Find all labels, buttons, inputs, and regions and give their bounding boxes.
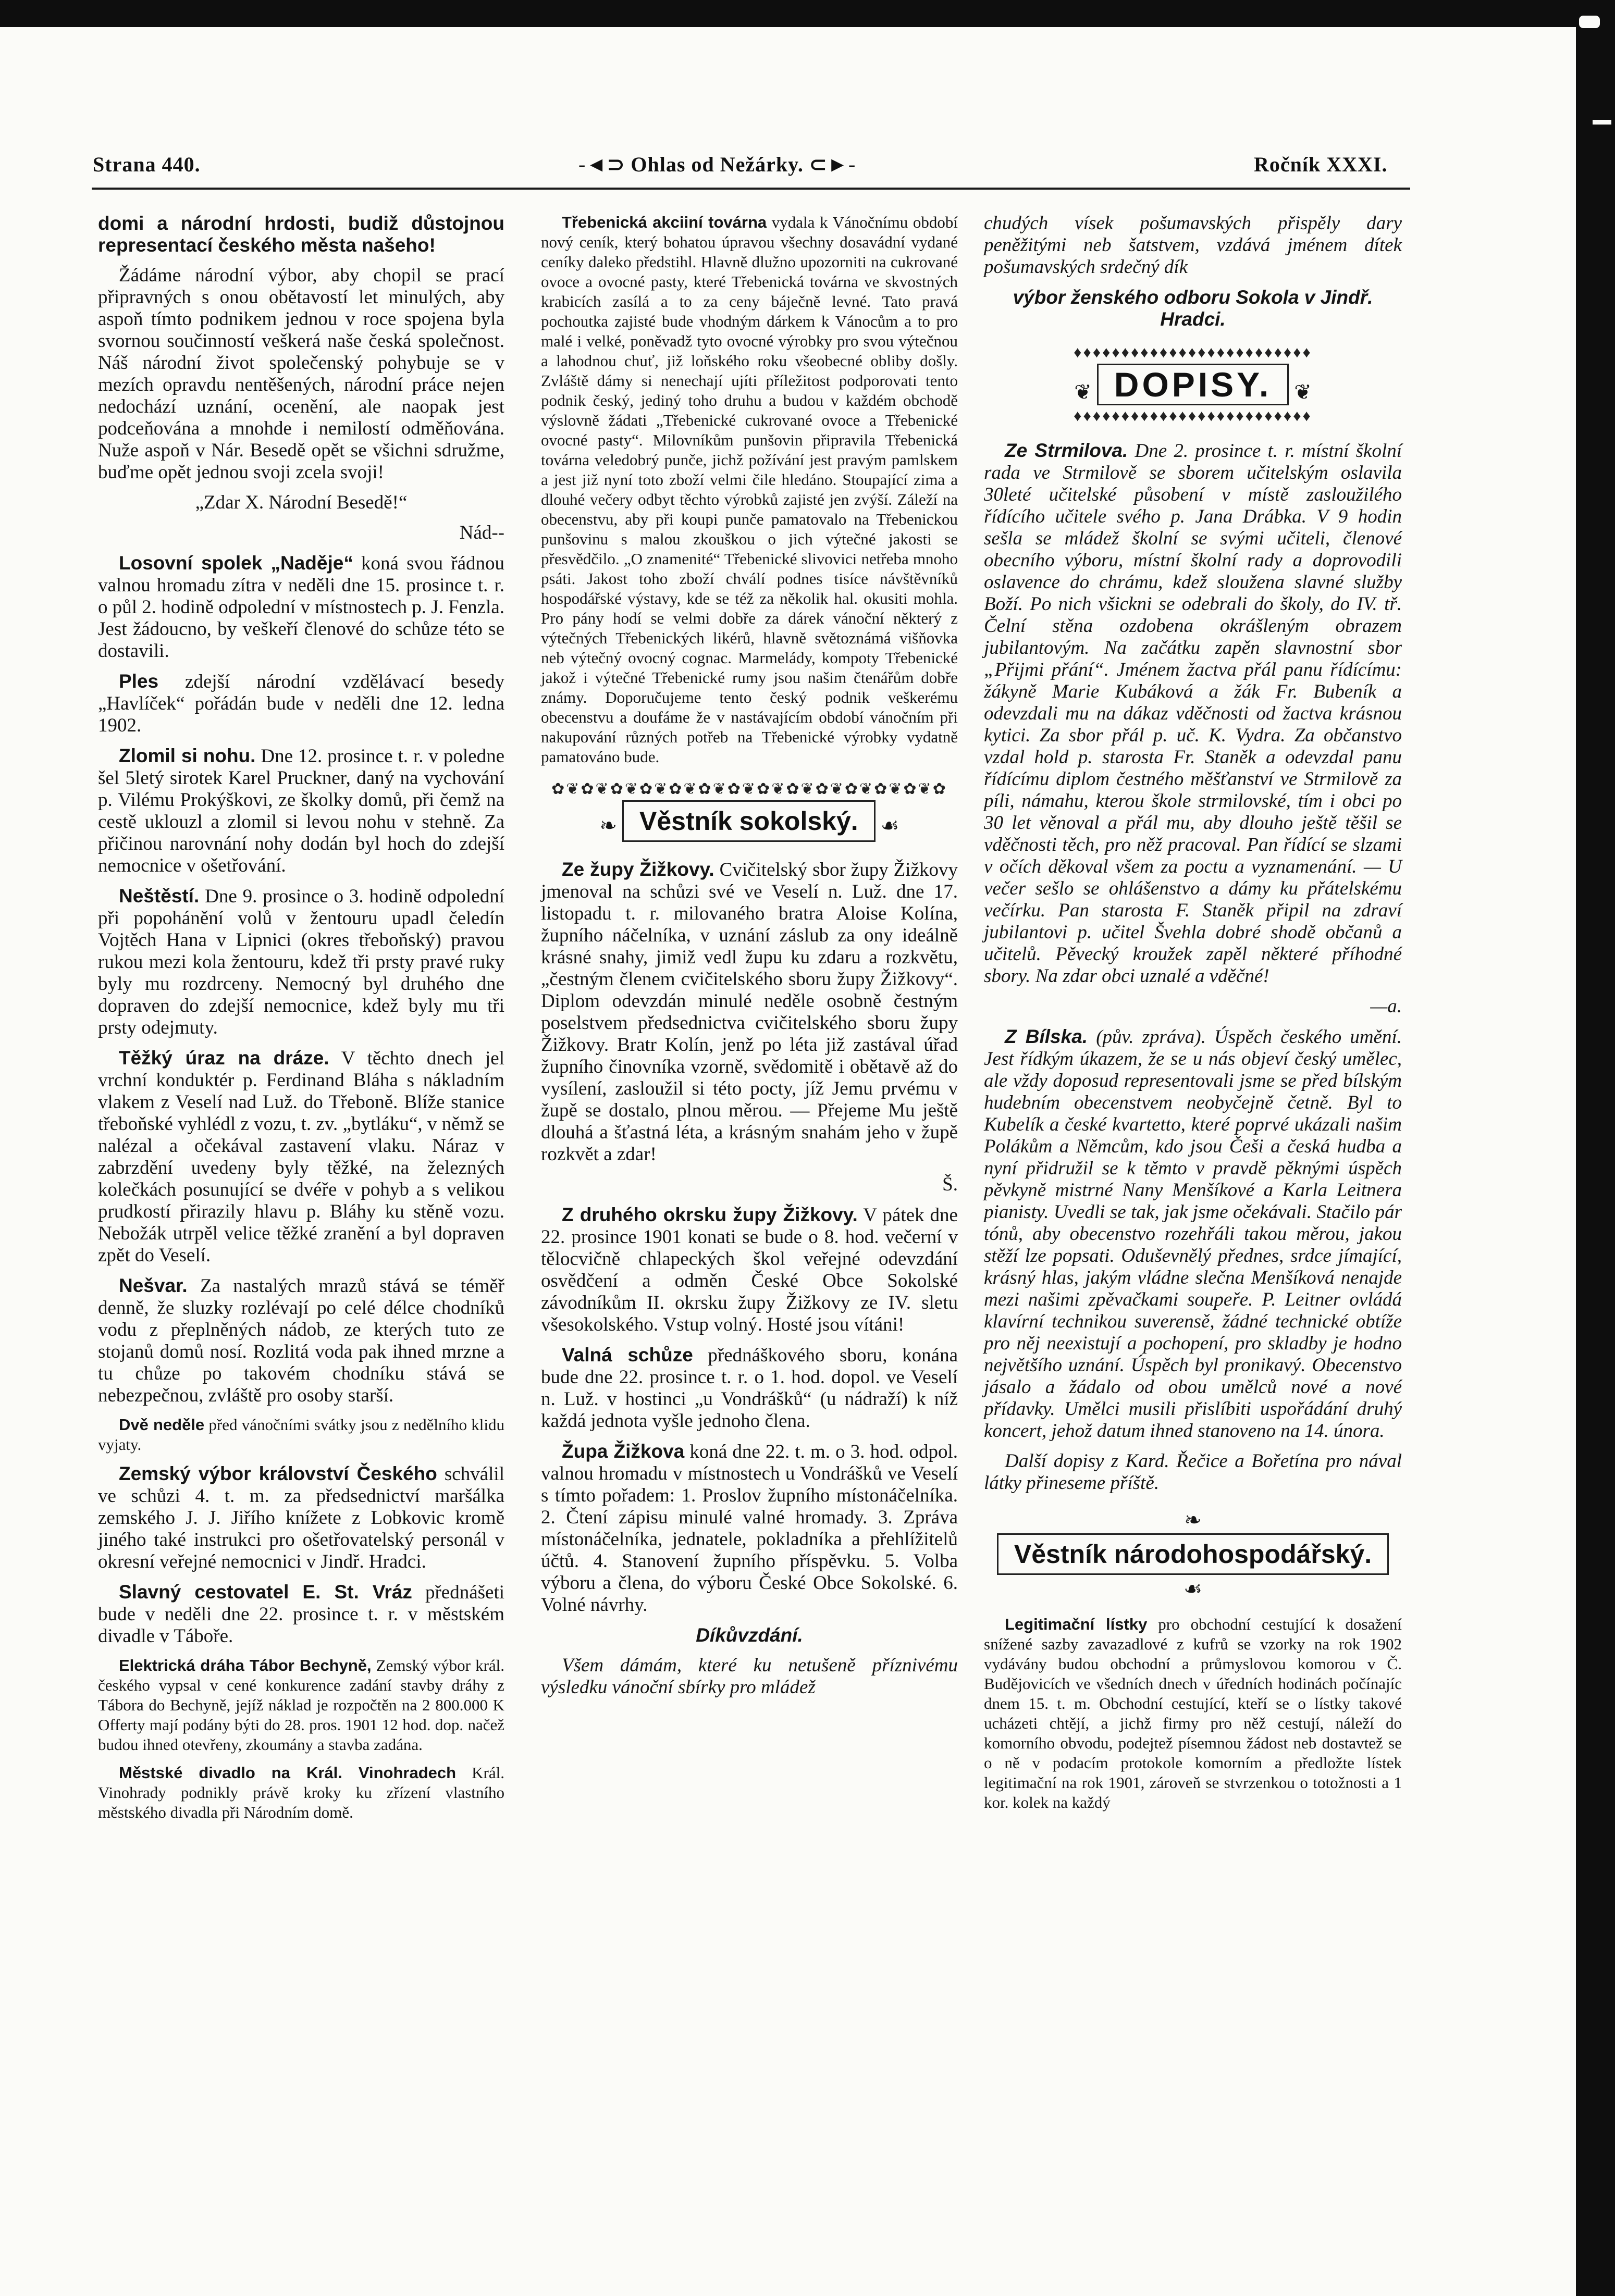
news-item-valna: [541, 1344, 958, 1432]
news-text: přednáškového sboru, konána bude dne 22. prosince t. r. o 1. hod. dopol. ve Veselí n. Luž. v hostinci „u Vondrášků“ (u nádraží) k níž každá jednota vyšle jednoho člena.: [541, 1345, 958, 1432]
letter-headline: Z Bílska.: [1005, 1026, 1088, 1047]
letter-strmilov: [984, 440, 1402, 987]
news-text: koná dne 22. t. m. o 3. hod. odpol. valnou hromadu v místnostech u Vondrášků ve Veselí s tímto pořadem: 1. Proslov župního místonáčelníka. 2. Čtení zápisu minulé valné hromady. 3. Zpráva místonáčelníka, jednatele, pokladníka a přehlížitelů účtů. 4. Stanovení župního příspěvku. 5. Volba výboru a člena, do výboru České Obce Sokolské. 6. Volné návrhy.: [541, 1441, 958, 1616]
section-title: DOPISY.: [1097, 364, 1289, 405]
letter-text: Dne 2. prosince t. r. místní školní rada ve Strmilově se sborem učitelským oslavila 30leté učitelské působení v místě zasloužilého řídícího učitele svého p. Jana Drábka. V 9 hodin sešla se mládež školní se svými učiteli, členové obecního výboru, místní školní rady a doprovodili oslavence do chrámu, kdež sloužena slavné služby Boží. Po nich všickni se odebrali do školy, do IV. tř. Čelní stěna ozdobena okrášleným obrazem jubilantovým. Na začátku zapěn slavnostní sbor „Přijmi přání“. Jménem žactva přál panu řídícímu: žákyně Marie Kubáková a žák Fr. Bubeník a odevzdali mu na dákaz vděčnosti od žactva krásnou kytici. Za sbor přál p. uč. K. Vydra. Za občanstvo vzdal hold p. starosta Fr. Staněk a odevzdal panu řídícímu diplom čestného měšťanství ve Strmilově za píli, námahu, kterou škole strmilovské, tím i obci po 30 let věnoval a přál mu, aby dlouho ještě těšil se vděčnosti těch, pro něž pracoval. Pan řídící se slzami v očích děkoval všem za poctu a vyznamenání. — U večer sešlo se ohlášenstvo a dámy ku přátelskému večírku. Pan starosta F. Staněk připil na zdraví jubilantovi p. učitel Švehla dobré shodě občanů a učitelů. Pěvecký kroužek zapěl některé příhodné sbory. Na zdar obci uznalé a vděčné!: [984, 440, 1402, 987]
advert-headline: Třebenická akciiní továrna: [562, 213, 767, 231]
article-signature: Nád--: [459, 522, 504, 543]
news-item-zemsky: [98, 1463, 504, 1573]
news-headline: Elektrická dráha Tábor Bechyně,: [119, 1656, 372, 1674]
column-middle: [541, 213, 958, 1707]
page-number: Strana 440.: [93, 153, 201, 176]
news-item-listky: [984, 1615, 1402, 1813]
letter-signature: —a.: [1370, 996, 1402, 1017]
letter-headline: Ze Strmilova.: [1005, 440, 1128, 461]
news-text: Dne 9. prosince o 3. hodině odpolední při popohánění volů v žentouru upadl čeledín Vojtěch Hana v Lipnici (okres třeboňský) pravou rukou mezi kola žentouru, kdež tři prsty pravé ruky byly mu rozdrceny. Nemocný byl druhého dne dopraven do zdejší nemocnice, kdež byly mu tři prsty odejmuty.: [98, 886, 505, 1038]
scroll-ornament-icon: ❦: [1074, 380, 1092, 404]
news-headline: Župa Žižkova: [562, 1441, 685, 1462]
section-title: Věstník sokolský.: [622, 800, 876, 842]
letter-note: Další dopisy z Kard. Řečice a Bořetína pro nával látky přineseme příště.: [984, 1450, 1402, 1494]
advert-text: vydala k Vánočnímu období nový ceník, který bohatou úpravou všechny dosavádní vydané ceníky daleko předstihl. Hlavně dlužno upozorniti na cukrované ovoce a ovocné pasty, které Třebenická továrna ve skvostných krabicích zasílá a to za ceny báječně levné. Tato pravá pochoutka zajisté bude vhodným dárkem k Vánocům a to pro malé i velké, poněvadž tyto ovocné výrobky pro svou výtečnou a lahodnou chuť, již loňského roku všeobecné obliby došly. Zvláště dámy si nenechají ujíti příležitost podporovati tento podnik český, jediný toho druhu a budou v každém obchodě výslovně žádati „Třebenické cukrované ovoce a Třebenické ovocné pasty“. Milovníkům punšovin připravila Třebenická továrna veledobrý punče, jichž požívání jest pravým pamlskem a jest již nyní toto zboží velmi čile hledáno. Stoupající zima a dlouhé večery odbyt těchto výrobků zajisté jen zvýší. Záleží na obecenstvu, aby při koupi punče pamatovalo na Třebenickou punšovinu s malou zkouškou o jich výtečné jakosti se přesvědčilo. „O znamenité“ Třebenické slivovici netřeba mnoho psáti. Jakost toho zboží chválí podnes tisíce návštěvníků hospodářské výstavy, kde se též za několik hal. okusiti mohla. Pro pány hodí se velmi dobře za dárek vánoční některý z výtečných Třebenických likérů, hlavně světoznámá višňovka neb výtečný ovocný cognac. Marmelády, kompoty Třebenické jakož i výtečné Třebenické rumy jsou našim čtenářům dobře známy. Doporučujeme tento český podnik veškerému obecenstvu a doufáme že v nastávajícím období vánočním při nakupování různých potřeb na Třebenické výrobky vydatně pamatováno bude.: [541, 213, 958, 766]
news-headline: Losovní spolek „Naděje“: [119, 552, 353, 574]
article-quote: „Zdar X. Národní Besedě!“: [195, 492, 408, 513]
news-item-vraz: [98, 1581, 504, 1647]
news-text: Za nastalých mrazů stává se téměř denně, že sluzky rozlévají po celé délce chodníků vodu z přeplněných nádob, ze kterých tuto ze stojanů domů nosí. Rozlitá voda pak ihned mrzne a tu chůze po takovém chodníku stává se nebezpečnou, zvláště pro osoby starší.: [98, 1275, 504, 1406]
scroll-ornament-icon: ☙: [880, 813, 899, 837]
scroll-ornament-icon: ❧: [1184, 1508, 1202, 1532]
thanks-text: Všem dámám, které ku netušeně příznivému výsledku vánoční sbírky pro mládež: [541, 1655, 958, 1698]
news-item-zlomil: [98, 745, 504, 877]
section-title: Věstník národohospodářský.: [997, 1533, 1389, 1575]
ornament-border: ✿❦✿❦✿❦✿❦✿❦✿❦✿❦✿❦✿❦✿❦✿❦✿❦✿❦✿: [551, 780, 947, 798]
news-signature: Š.: [942, 1174, 958, 1195]
news-headline: Z druhého okrsku župy Žižkovy.: [562, 1204, 858, 1225]
news-item-nesvar: [98, 1275, 504, 1407]
news-text: Cvičitelský sbor župy Žižkovy jmenoval na schůzi své ve Veselí n. Luž. dne 17. listopadu t. r. milovaného bratra Aloise Kolína, župního náčelníka, v uznání záslub za ony ideálně krásné snahy, jimiž vedl župu ku zdaru a rozkvětu, „čestným členem cvičitelského sboru župy Žižkovy“. Diplom odevzdán minulé neděle osobně čestným poselstvem předsednictva cvičitelského sboru župy Žižkovy. Bratr Kolín, jenž po léta již zastával úřad župního činovníka vzorně, svědomitě i obětavě až do vysílení, zasloužil si této pocty, jíž Jemu prvému v župě se dostalo, plnou měrou. — Přejeme Mu ještě dlouhá a šťastná léta, a krásným snahám jeho v župě rozkvět a zdar!: [541, 859, 958, 1165]
scroll-ornament-icon: ☙: [1183, 1577, 1202, 1601]
volume-label: Ročník XXXI.: [1254, 153, 1388, 176]
news-headline: Dvě neděle: [119, 1416, 205, 1434]
news-item-uraz: [98, 1047, 504, 1267]
news-headline: Těžký úraz na dráze.: [119, 1047, 329, 1069]
news-item-zupa2: [541, 1441, 958, 1616]
thanks-signature: výbor ženského odboru Sokola v Jindř. Hradci.: [1013, 287, 1373, 330]
news-item-divadlo: [98, 1763, 504, 1822]
news-headline: Ze župy Žižkovy.: [562, 859, 714, 880]
news-text: Král. Vinohrady podnikly právě kroky ku zřízení vlastního městského divadla při Národním domě.: [98, 1764, 504, 1821]
scan-artifact: [1579, 16, 1600, 28]
column-right: [984, 213, 1402, 1821]
news-item-draha: [98, 1656, 504, 1755]
news-headline: Zlomil si nohu.: [119, 745, 256, 766]
scan-artifact: [1593, 120, 1611, 125]
news-item-ples: [98, 671, 504, 737]
section-banner-sokolsky: [541, 780, 958, 844]
column-left: [98, 213, 504, 1831]
news-headline: Ples: [119, 671, 159, 692]
news-text: Zemský výbor král. českého vypsal v cené konkurence zadání stavby dráhy z Tábora do Bechyně, jejíž náklad je rozpočtěn na 2 800.000 K Offerty mají podány býti do 28. pros. 1901 12 hod. dop. načež budou ihned otevřeny, zkoumány a stavba zadána.: [98, 1656, 505, 1754]
scroll-ornament-icon: ❦: [1294, 380, 1312, 404]
news-headline: Valná schůze: [562, 1344, 693, 1366]
news-headline: Legitimační lístky: [1005, 1615, 1148, 1634]
letter-text: (pův. zpráva). Úspěch českého umění. Jest řídkým úkazem, že se u nás objeví český umělec, ale vždy doposud representovali jsme se před bílským hudebním obecenstvem neobyčejně četně. Byl to Kubelík a české kvartetto, které poprvé ukázali našim Polákům a Němcům, kdo jsou Češi a česká hudba a nyní přidružil se k těmto v pravdě pěknými úspěch pěvkyně mistrné Nany Menšíkové a Karla Leitnera pianisty. Uvedli se tak, jak jsme očekávali. Stačilo pár tónů, aby obecenstvo rozehřáli takou měrou, jakou stěží lze popsati. Oduševnělý přednes, srdce jímající, krásný hlas, jakým vládne slečna Menšíková nenajde mezi našimi zpěvačkami soupeře. P. Leitner ovládá klavírní technikou suverensě, žádné technické obtíže pro něj neexistují a pochopení, pro skladby je hodno největšího uznání. Úspěch byl pronikavý. Obecenstvo jásalo a žádalo od obou umělců nové a nové přídavky. Umělci musili přislíbiti uspořádání druhý koncert, jehož datum ihned stanoveno na 14. února.: [984, 1026, 1402, 1442]
news-item-losovni: [98, 552, 504, 662]
news-headline: Nešvar.: [119, 1275, 188, 1296]
ornament-border: ♦♦♦♦♦♦♦♦♦♦♦♦♦♦♦♦♦♦♦♦♦♦♦♦♦: [1074, 407, 1312, 425]
news-text: V pátek dne 22. prosince 1901 konati se bude o 8. hod. večerní v tělocvičně chlapeckých škol veřejné odevzdání osvědčení a odměn České Obce Sokolské závodníkům II. okrsku župy Žižkovy ze IV. sletu všesokolského. Vstup volný. Hosté jsou vítáni!: [541, 1205, 958, 1335]
thanks-continuation: chudých vísek pošumavských přispěly dary peněžitými neb šatstvem, vzdává jménem dítek pošumavských srdečný dík: [984, 213, 1402, 278]
news-text: pro obchodní cestující k dosažení snížené sazby zavazadlové z kufrů se vzorky na rok 1902 vydávány budou obchodní a průmyslovou komorou v Č. Budějovicích ve všedních dnech v úředních hodinách počínajíc dnem 15. t. m. Obchodní cestující, kteří se o lístky takové ucházeti chtějí, a jichž firmy pro něž cestují, náleží do komorního obvodu, podejtež písemnou žádost neb dostavtež se o ně v podacím protokole komorním a předložte lístek legitimační na rok 1901, zároveň se stvrzenkou o totožnosti a 1 kor. kolek na každý: [984, 1615, 1402, 1812]
news-text: koná svou řádnou valnou hromadu zítra v neděli dne 15. prosince t. r. o půl 2. hodině odpolední v místnostech p. J. Fenzla. Jest žádoucno, by veškeří členové do schůze této se dostavili.: [98, 553, 504, 662]
news-item-nedele: [98, 1415, 504, 1455]
article-paragraph: Žádáme národní výbor, aby chopil se prací připravných s onou obětavostí let minulých, aby aspoň tímto podnikem jednou v roce spojena byla svornou součinností veškerá naše česká společnost. Náš národní život společenský pohybuje se v mezích opravdu nentěšených, národní práce nejen nedochází uznání, ocenění, ale naopak jest podceňována a mnohde i nemilostí odměňována. Nuže aspoň v Nár. Besedě opět se všichni sdružme, buďme opět jednou svoji zcela svoji!: [98, 265, 504, 483]
advert-tovarna: [541, 213, 958, 767]
news-text: zdejší národní vzdělávací besedy „Havlíček“ pořádán bude v neděli dne 12. ledna 1902.: [98, 671, 504, 736]
ornament-border: ♦♦♦♦♦♦♦♦♦♦♦♦♦♦♦♦♦♦♦♦♦♦♦♦♦: [1074, 344, 1312, 361]
news-text: před vánočními svátky jsou z nedělního klidu vyjaty.: [98, 1416, 505, 1454]
thanks-title: Díkůvzdání.: [696, 1624, 803, 1646]
section-banner-narodohospodarsky: [984, 1508, 1402, 1600]
news-text: přednášeti bude v neděli dne 22. prosince t. r. v městském divadle v Táboře.: [98, 1582, 504, 1647]
news-text: schválil ve schůzi 4. t. m. za předsednictví maršálka zemského J. J. Jiřího knížete z Lobkovic kromě jiného také instrukci pro ošetřovatelský personál v okresní veřejné nemocnici v Jindř. Hradci.: [98, 1463, 504, 1572]
news-headline: Zemský výbor království Českého: [119, 1463, 437, 1484]
news-item-zupa: [541, 859, 958, 1165]
news-headline: Slavný cestovatel E. St. Vráz: [119, 1581, 412, 1603]
article-continuation: domi a národní hrdosti, budiž důstojnou representací českého města našeho!: [98, 213, 504, 256]
header-rule: [92, 188, 1410, 190]
scroll-ornament-icon: ❧: [599, 813, 617, 837]
letter-bilsko: [984, 1026, 1402, 1442]
news-item-nestesti: [98, 885, 504, 1039]
news-headline: Neštěstí.: [119, 885, 200, 907]
news-text: Dne 12. prosince t. r. v poledne šel 5letý sirotek Karel Pruckner, daný na vychování p. Vilému Prokýškovi, ze školky domů, při čemž na cestě uklouzl a zlomil si levou nohu v stehně. Za přičinou narovnání nohy dodán byl hoch do zdejší nemocnice v ošetřování.: [98, 746, 504, 876]
scan-border-top: [0, 0, 1615, 27]
section-banner-dopisy: [984, 344, 1402, 425]
masthead-title: -◄⊃ Ohlas od Nežárky. ⊂►-: [578, 153, 856, 176]
news-headline: Městské divadlo na Král. Vinohradech: [119, 1764, 457, 1782]
news-text: V těchto dnech jel vrchní konduktér p. Ferdinand Bláha s nákladním vlakem z Veselí nad Luž. do Třeboně. Blíže stanice třeboňské vyhlédl z vozu, t. zv. „bytláku“, v němž se nalézal a očekával zastavení vlaku. Náraz v zabrzdění uvedeny byly těžké, na železných kolečkách posunující se dvéře v pohyb a s velikou prudkostí přirazily hlavu p. Bláhy ku stěně vozu. Nebožák utrpěl velice těžké zranění a byl dopraven zpět do Veselí.: [98, 1048, 504, 1266]
scan-border-right: [1576, 0, 1615, 2296]
news-item-okrsek: [541, 1204, 958, 1336]
